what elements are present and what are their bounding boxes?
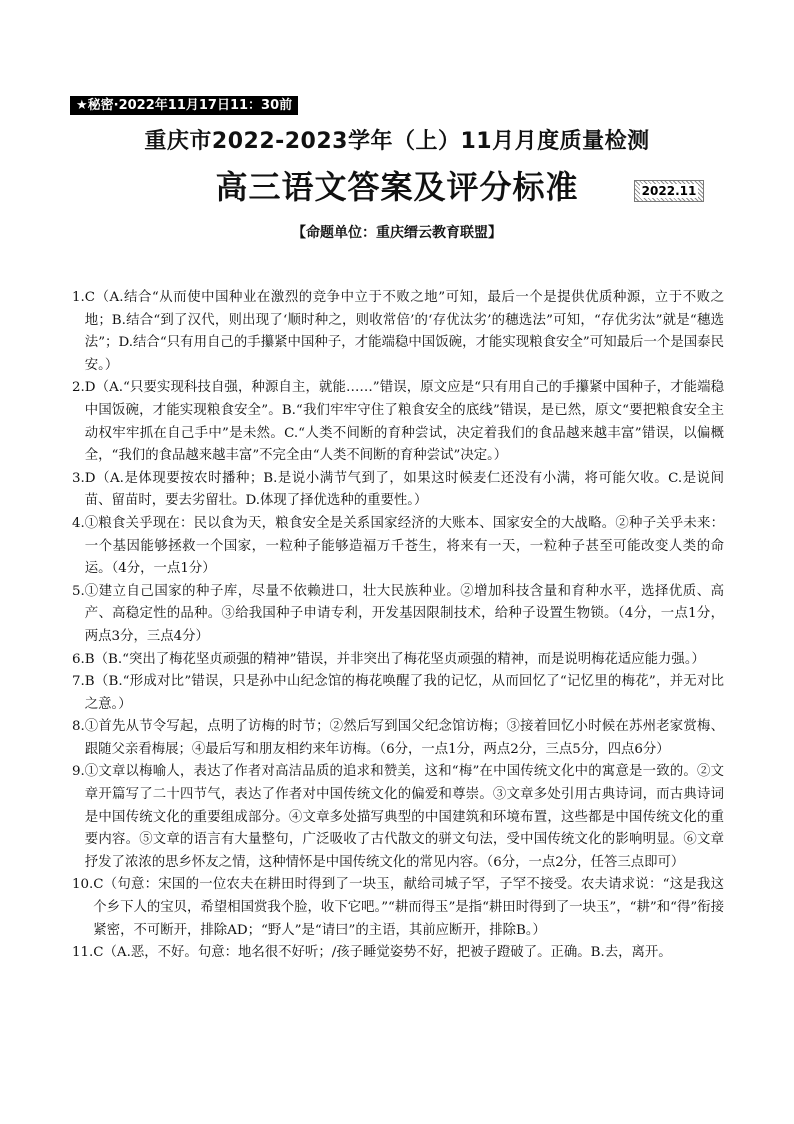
answer-item <box>72 649 724 672</box>
answer-number: 8. <box>72 719 85 735</box>
answer-item <box>72 716 724 761</box>
answer-item <box>72 377 724 467</box>
answer-item <box>72 513 724 581</box>
author-unit: 【命题单位：重庆缙云教育联盟】 <box>292 225 502 241</box>
answer-text: B（B.“突出了梅花坚贞顽强的精神”错误，并非突出了梅花坚贞顽强的精神，而是说明梅花适应能力强。） <box>84 651 705 667</box>
date-stamp <box>634 180 704 202</box>
answer-item <box>72 874 724 942</box>
answer-text: D（A.“只要实现科技自强，种源自主，就能……”错误，原文应是“只有用自己的手攥紧中国种子，才能端稳中国饭碗，才能实现粮食安全”。B.“我们牢牢守住了粮食安全的底线”错误，是已然，原文“要把粮食安全主动权牢牢抓在自己手中”是未然。C.“人类不间断的育种尝试，决定着我们的食品越来越丰富”错误，以偏概全，“我们的食品越来越丰富”不完全由“人类不间断的育种尝试”决定。） <box>84 380 724 464</box>
answer-text: C（句意：宋国的一位农夫在耕田时得到了一块玉，献给司城子罕，子罕不接受。农夫请求说：“这是我这个乡下人的宝贝，希望相国赏我个脸，收下它吧。”“耕而得玉”是指“耕田时得到了一块玉”，“耕”和“得”衔接紧密，不可断开，排除AD；“野人”是“请曰”的主语，其前应断开，排除B。） <box>93 877 725 938</box>
answer-number: 3. <box>72 470 85 486</box>
answer-number: 1. <box>72 290 85 305</box>
exam-title: 重庆市2022-2023学年（上）11月月度质量检测 <box>144 129 650 154</box>
confidential-label: ★秘密·2022年11月17日11：30前 <box>70 96 298 115</box>
answer-number: 5. <box>72 583 85 599</box>
date-stamp-text: 2022.11 <box>641 184 697 198</box>
answer-item <box>72 287 724 377</box>
answer-number: 2. <box>72 380 85 396</box>
answer-item <box>72 468 724 513</box>
answer-number: 9. <box>72 764 85 780</box>
answer-item <box>72 671 724 716</box>
answer-number: 10. <box>72 877 94 893</box>
answer-item <box>72 581 724 649</box>
answer-number: 11. <box>72 945 94 961</box>
answer-text: D（A.是体现要按农时播种；B.是说小满节气到了，如果这时候麦仁还没有小满，将可能欠收。C.是说间苗、留苗时，要去劣留壮。D.体现了择优选种的重要性。） <box>84 470 724 509</box>
document-title: 高三语文答案及评分标准 <box>215 168 579 206</box>
answer-item <box>72 942 724 965</box>
answer-text: C（A.恶，不好。句意：地名很不好听；/孩子睡觉姿势不好，把被子蹬破了。正确。B.去，离开。 <box>93 945 672 961</box>
answer-text: ①建立自己国家的种子库，尽量不依赖进口，壮大民族种业。②增加科技含量和育种水平，选择优质、高产、高稳定性的品种。③给我国种子申请专利，开发基因限制技术，给种子设置生物锁。（4分，一点1分，两点3分，三点4分） <box>84 583 724 644</box>
answer-item <box>72 761 724 874</box>
answer-number: 6. <box>72 651 85 667</box>
answer-text: ①文章以梅喻人，表达了作者对高洁品质的追求和赞美，这和“梅”在中国传统文化中的寓意是一致的。②文章开篇写了二十四节气，表达了作者对中国传统文化的偏爱和尊崇。③文章多处引用古典诗词，而古典诗词是中国传统文化的重要组成部分。④文章多处描写典型的中国建筑和环境布置，这些都是中国传统文化的重要内容。⑤文章的语言有大量整句，广泛吸收了古代散文的骈文句法，受中国传统文化的影响明显。⑥文章抒发了浓浓的思乡怀友之情，这种情怀是中国传统文化的常见内容。（6分，一点2分，任答三点即可） <box>84 764 724 870</box>
answer-number: 4. <box>72 515 85 531</box>
answer-text: B（B.“形成对比”错误，只是孙中山纪念馆的梅花唤醒了我的记忆，从而回忆了“记忆里的梅花”，并无对比之意。） <box>84 674 724 712</box>
answer-text: C（A.结合“从而使中国种业在激烈的竞争中立于不败之地”可知，最后一个是提供优质种源，立于不败之地；B.结合“到了汉代，则出现了‘顺时种之，则收常倍’的‘存优汰劣’的穗选法”可知，“存优劣汰”就是“穗选法”；D.结合“只有用自己的手攥紧中国种子，才能端稳中国饭碗，才能实现粮食安全”可知最后一个是国泰民安。） <box>84 290 724 373</box>
answer-list <box>72 287 724 965</box>
answer-text: ①首先从节令写起，点明了访梅的时节；②然后写到国父纪念馆访梅；③接着回忆小时候在苏州老家赏梅、跟随父亲看梅展；④最后写和朋友相约来年访梅。（6分，一点1分，两点2分，三点5分，四点6分） <box>84 719 724 757</box>
answer-text: ①粮食关乎现在：民以食为天，粮食安全是关系国家经济的大账本、国家安全的大战略。②种子关乎未来：一个基因能够拯救一个国家，一粒种子能够造福万千苍生，将来有一天，一粒种子甚至可能改变人类的命运。（4分，一点1分） <box>84 515 724 577</box>
answer-number: 7. <box>72 674 85 690</box>
